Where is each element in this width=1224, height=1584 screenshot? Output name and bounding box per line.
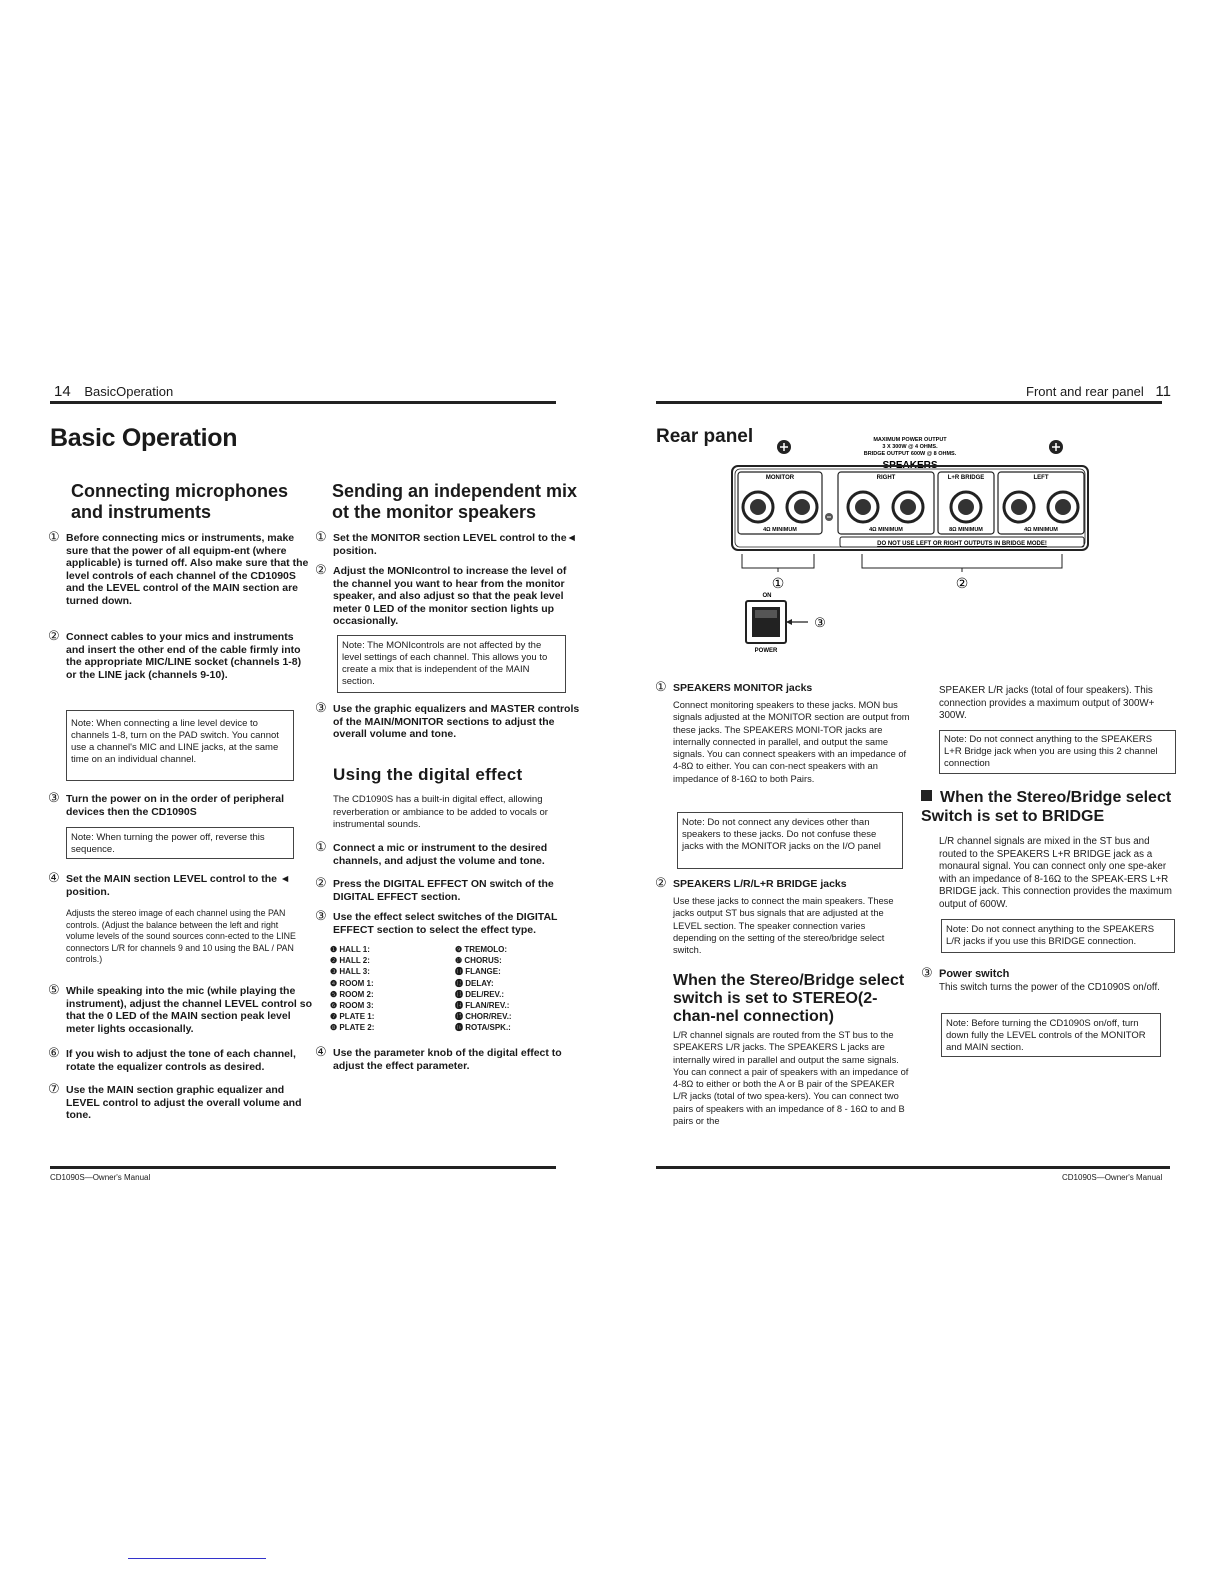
left-footer: CD1090S—Owner's Manual	[50, 1173, 151, 1182]
effect-item: ❷ HALL 2:	[330, 956, 370, 966]
effect-heading: Using the digital effect	[333, 765, 523, 784]
col1-step-7: ⑦ Use the MAIN section graphic equalizer and LEVEL control to adjust the overall volume and tone.	[48, 1081, 302, 1121]
min-label-left: 4Ω MINIMUM	[1024, 527, 1058, 533]
item3-heading: ③ Power switch	[921, 965, 1010, 980]
left-header	[54, 383, 173, 400]
max-output-line-3: BRIDGE OUTPUT 600W @ 8 OHMS.	[863, 451, 957, 457]
col1-note-1: Note: When connecting a line level device to channels 1-8, turn on the PAD switch. You cannot use a channel's MIC and LINE jacks, at the same time on an individual channel.	[66, 710, 294, 781]
col1-step-6: ⑥ If you wish to adjust the tone of each channel, rotate the equalizer controls as desired.	[48, 1045, 296, 1073]
jack-label-left: LEFT	[1033, 475, 1049, 481]
screw-icon	[777, 440, 791, 454]
right-footer-rule	[656, 1166, 1170, 1169]
col2-step-2: ② Adjust the MONIcontrol to increase the level of the channel you want to hear from the monitor speaker, and also adjust so that the peak level meter 0 LED of the monitor section lights up occasionally.	[315, 562, 567, 627]
col2-heading: Sending an independent mix ot the monitor speakers	[332, 481, 578, 522]
stereo-note: Note: Do not connect anything to the SPEAKERS L+R Bridge jack when you are using this 2 channel connection	[939, 730, 1176, 774]
item3-note: Note: Before turning the CD1090S on/off, turn down fully the LEVEL controls of the MONITOR and MAIN section.	[941, 1013, 1161, 1057]
callout-1: ①	[771, 575, 785, 591]
col2-note: Note: The MONIcontrols are not affected by the level settings of each channel. This allows you to create a mix that is independent of the MAIN section.	[337, 635, 566, 693]
max-output-line-2: 3 X 300W @ 4 OHMS.	[882, 444, 938, 450]
effect-item: ❹ ROOM 1:	[330, 978, 374, 988]
item1-note: Note: Do not connect any devices other than speakers to these jacks. Do not confuse these jacks with the MONITOR jacks on the I/O panel	[677, 812, 903, 869]
effect-step-4: ④ Use the parameter knob of the digital effect to adjust the effect parameter.	[315, 1044, 562, 1072]
col1-heading: Connecting microphones and instruments	[71, 481, 289, 522]
stereo-heading: When the Stereo/Bridge select switch is set to STEREO(2-chan-nel connection)	[673, 972, 905, 1025]
min-label-monitor: 4Ω MINIMUM	[763, 527, 797, 533]
effects-list-right	[455, 944, 512, 1034]
speakers-label: SPEAKERS	[882, 460, 938, 471]
jack-hole	[794, 499, 810, 515]
col1-step-4-body: Adjusts the stereo image of each channel using the PAN controls. (Adjust the balance between the left and right volume levels of the sound sources conn-ected to the LINE connectors L/R for channels 9 and 10 using the BAL / PAN controls.)	[66, 908, 296, 964]
right-footer: CD1090S—Owner's Manual	[1062, 1173, 1163, 1182]
effect-item: ❻ ROOM 3:	[330, 1001, 374, 1011]
col2-step-1: ① Set the MONITOR section LEVEL control to the◄ position.	[315, 529, 577, 557]
right-header	[1026, 383, 1171, 400]
jack-hole	[900, 499, 916, 515]
effect-item: ⓰ ROTA/SPK.:	[455, 1023, 511, 1033]
item1-body: Connect monitoring speakers to these jacks. MON bus signals adjusted at the MONITOR section are output from these jacks. The SPEAKERS MONI-TOR jacks are internally connected in parallel, and output the same signals. You can connect speakers with an impedance of 4-8Ω to either. You can con-nect speakers with an impedance of 8-16Ω to both Pairs.	[673, 700, 910, 784]
effect-item: ❼ PLATE 1:	[330, 1012, 375, 1022]
jack-hole	[750, 499, 766, 515]
callout-3: ③	[814, 615, 826, 630]
bridge-note: Note: Do not connect anything to the SPEAKERS L/R jacks if you use this BRIDGE connection.	[941, 919, 1175, 953]
right-page-title: Rear panel	[656, 426, 754, 447]
left-page-number: 14	[54, 383, 71, 400]
power-label: POWER	[754, 648, 778, 654]
effect-item: ❿ CHORUS:	[455, 956, 502, 966]
col1-step-1: ① Before connecting mics or instruments, make sure that the power of all equipm-ent (where applicable) is turned off. Also make sure that the level controls of each channel of the CD1090S and the LEVEL control of the MAIN section are turned down.	[48, 529, 309, 607]
jack-hole	[1055, 499, 1071, 515]
item1-heading: ① SPEAKERS MONITOR jacks	[655, 679, 813, 694]
right-page-number: 11	[1155, 383, 1171, 400]
bottom-rule	[128, 1558, 266, 1559]
left-footer-rule	[50, 1166, 556, 1169]
jack-label-bridge: L+R BRIDGE	[947, 475, 985, 481]
left-header-rule	[50, 401, 556, 404]
right-header-title: Front and rear panel	[1026, 384, 1144, 399]
bridge-heading: When the Stereo/Bridge select Switch is set to BRIDGE	[921, 789, 1172, 825]
jack-label-monitor: MONITOR	[765, 475, 795, 481]
jack-hole	[855, 499, 871, 515]
rear-panel-diagram	[720, 430, 1100, 660]
effect-item: ❺ ROOM 2:	[330, 989, 374, 999]
item2-heading: ② SPEAKERS L/R/L+R BRIDGE jacks	[655, 875, 847, 890]
effect-item: ⓭ DEL/REV.:	[455, 989, 505, 999]
bridge-warning: DO NOT USE LEFT OR RIGHT OUTPUTS IN BRIDGE MODE!	[877, 541, 1047, 547]
max-output-line-1: MAXIMUM POWER OUTPUT	[873, 437, 947, 443]
jack-hole	[1011, 499, 1027, 515]
screw-icon	[1049, 440, 1063, 454]
effect-item: ❶ HALL 1:	[330, 945, 370, 954]
min-label-bridge: 8Ω MINIMUM	[949, 527, 983, 533]
power-on-label: ON	[762, 593, 772, 599]
effect-item: ⓫ FLANGE:	[455, 967, 501, 977]
stereo-body: L/R channel signals are routed from the ST bus to the SPEAKERS L/R jacks. The SPEAKERS L jacks are internally wired in parallel and output the same signals. You can connect a pair of speakers with an impedance of 4-8Ω to either or both the A or B pair of the SPEAKER L/R jacks (total of two spea-kers). You can connect two pairs of speakers with an impedance of 8 - 16Ω to and B pairs or the	[673, 1030, 909, 1127]
effects-list-left	[330, 944, 374, 1034]
effect-step-2: ② Press the DIGITAL EFFECT ON switch of the DIGITAL EFFECT section.	[315, 875, 554, 903]
col1-step-4: ④ Set the MAIN section LEVEL control to the ◄ position.	[48, 870, 291, 898]
effect-step-3: ③ Use the effect select switches of the DIGITAL EFFECT section to select the effect type.	[315, 908, 558, 936]
effect-step-1: ① Connect a mic or instrument to the desired channels, and adjust the volume and tone.	[315, 839, 548, 867]
effect-intro: The CD1090S has a built-in digital effect, allowing reverberation or ambiance to be added to vocals or instrumental sounds.	[333, 794, 548, 830]
effect-item: ❸ HALL 3:	[330, 967, 370, 977]
effect-item: ⓮ FLAN/REV.:	[455, 1001, 510, 1011]
col1-step-5: ⑤ While speaking into the mic (while playing the instrument), adjust the channel LEVEL control so that the 0 LED of the MAIN section peak level meter lights occasionally.	[48, 982, 313, 1035]
item3-body: This switch turns the power of the CD1090S on/off.	[939, 982, 1160, 993]
stereo-body-continued: SPEAKER L/R jacks (total of four speakers). This connection provides a maximum output of 300W+ 300W.	[939, 685, 1155, 721]
square-bullet-icon	[921, 790, 932, 801]
effect-item: ⓬ DELAY:	[455, 978, 494, 988]
callout-2: ②	[955, 575, 969, 591]
left-header-title: BasicOperation	[84, 384, 174, 399]
item2-body: Use these jacks to connect the main speakers. These jacks output ST bus signals that are adjusted at the LEVEL section. The speaker connection varies depending on the setting of the stereo/bridge select switch.	[673, 896, 894, 956]
col1-note-2: Note: When turning the power off, reverse this sequence.	[66, 827, 294, 859]
screw-icon	[825, 513, 833, 521]
effect-item: ❾ TREMOLO:	[455, 945, 508, 954]
min-label-right: 4Ω MINIMUM	[869, 527, 903, 533]
right-header-rule	[656, 401, 1162, 404]
col1-step-3: ③ Turn the power on in the order of peripheral devices then the CD1090S	[48, 790, 284, 818]
jack-hole	[958, 499, 974, 515]
effect-item: ❽ PLATE 2:	[330, 1023, 375, 1033]
left-page-title: Basic Operation	[50, 424, 238, 452]
bridge-body: L/R channel signals are mixed in the ST bus and routed to the SPEAKERS L+R BRIDGE jack as a monaural signal. You can connect only one spe-aker with an impedance of 8-16Ω to the SPEAK-ERS L+R BRIDGE jack. This connection provides the maximum output of 600W.	[939, 836, 1172, 910]
effect-item: ⓯ CHOR/REV.:	[455, 1012, 512, 1022]
col2-step-3: ③ Use the graphic equalizers and MASTER controls of the MAIN/MONITOR sections to adjust the overall volume and tone.	[315, 700, 580, 740]
col1-step-2: ② Connect cables to your mics and instruments and insert the other end of the cable firmly into the appropriate MIC/LINE socket (channels 1-8) or the LINE jack (channels 9-10).	[48, 628, 302, 681]
jack-label-right: RIGHT	[876, 475, 896, 481]
